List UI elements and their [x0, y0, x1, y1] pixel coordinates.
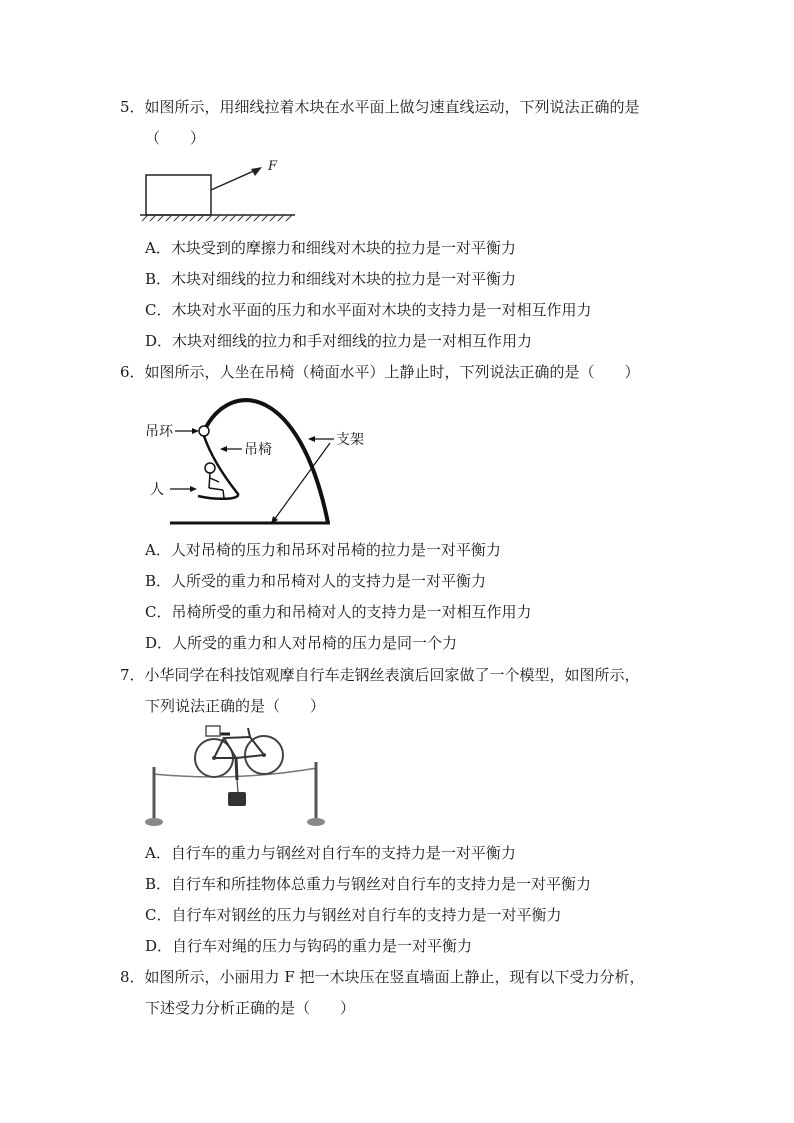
- q8-stem-line1: 8．如图所示，小丽用力 F 把一木块压在竖直墙面上静止，现有以下受力分析，: [120, 968, 645, 986]
- q7-stem-line1: 7．小华同学在科技馆观摩自行车走钢丝表演后回家做了一个模型，如图所示，: [120, 666, 640, 684]
- q6-option-b: B．人所受的重力和吊椅对人的支持力是一对平衡力: [145, 572, 487, 590]
- q5-option-a: A．木块受到的摩擦力和细线对木块的拉力是一对平衡力: [145, 239, 516, 257]
- label-person: 人: [150, 481, 164, 497]
- q7-option-a: A．自行车的重力与钢丝对自行车的支持力是一对平衡力: [145, 844, 516, 862]
- q6-swing-chair-figure: [140, 390, 364, 530]
- q7-stem-line2: 下列说法正确的是（ ）: [145, 697, 326, 715]
- q5-stem-line2: （ ）: [145, 129, 206, 147]
- q5-option-b: B．木块对细线的拉力和细线对木块的拉力是一对平衡力: [145, 270, 517, 288]
- q5-option-d: D．木块对细线的拉力和手对细线的拉力是一对相互作用力: [145, 332, 533, 350]
- q8-stem-line2: 下述受力分析正确的是（ ）: [145, 999, 356, 1017]
- q6-stem-line1: 6．如图所示，人坐在吊椅（椅面水平）上静止时，下列说法正确的是（ ）: [120, 363, 640, 381]
- label-ring: 吊环: [145, 423, 173, 439]
- q6-option-a: A．人对吊椅的压力和吊环对吊椅的拉力是一对平衡力: [145, 541, 501, 559]
- q6-option-d: D．人所受的重力和人对吊椅的压力是同一个力: [145, 634, 458, 652]
- q7-option-c: C．自行车对钢丝的压力与钢丝对自行车的支持力是一对平衡力: [145, 906, 562, 924]
- force-label-f: F: [268, 159, 278, 174]
- label-chair: 吊椅: [244, 441, 272, 457]
- q5-option-c: C．木块对水平面的压力和水平面对木块的支持力是一对相互作用力: [145, 301, 592, 319]
- q5-stem-line1: 5．如图所示，用细线拉着木块在水平面上做匀速直线运动，下列说法正确的是: [120, 98, 640, 116]
- q5-block-figure: [140, 158, 300, 224]
- q7-bicycle-wire-photo: [140, 722, 330, 830]
- q7-option-b: B．自行车和所挂物体总重力与钢丝对自行车的支持力是一对平衡力: [145, 875, 592, 893]
- q7-option-d: D．自行车对绳的压力与钩码的重力是一对平衡力: [145, 937, 473, 955]
- label-stand: 支架: [336, 431, 364, 447]
- q6-option-c: C．吊椅所受的重力和吊椅对人的支持力是一对相互作用力: [145, 603, 532, 621]
